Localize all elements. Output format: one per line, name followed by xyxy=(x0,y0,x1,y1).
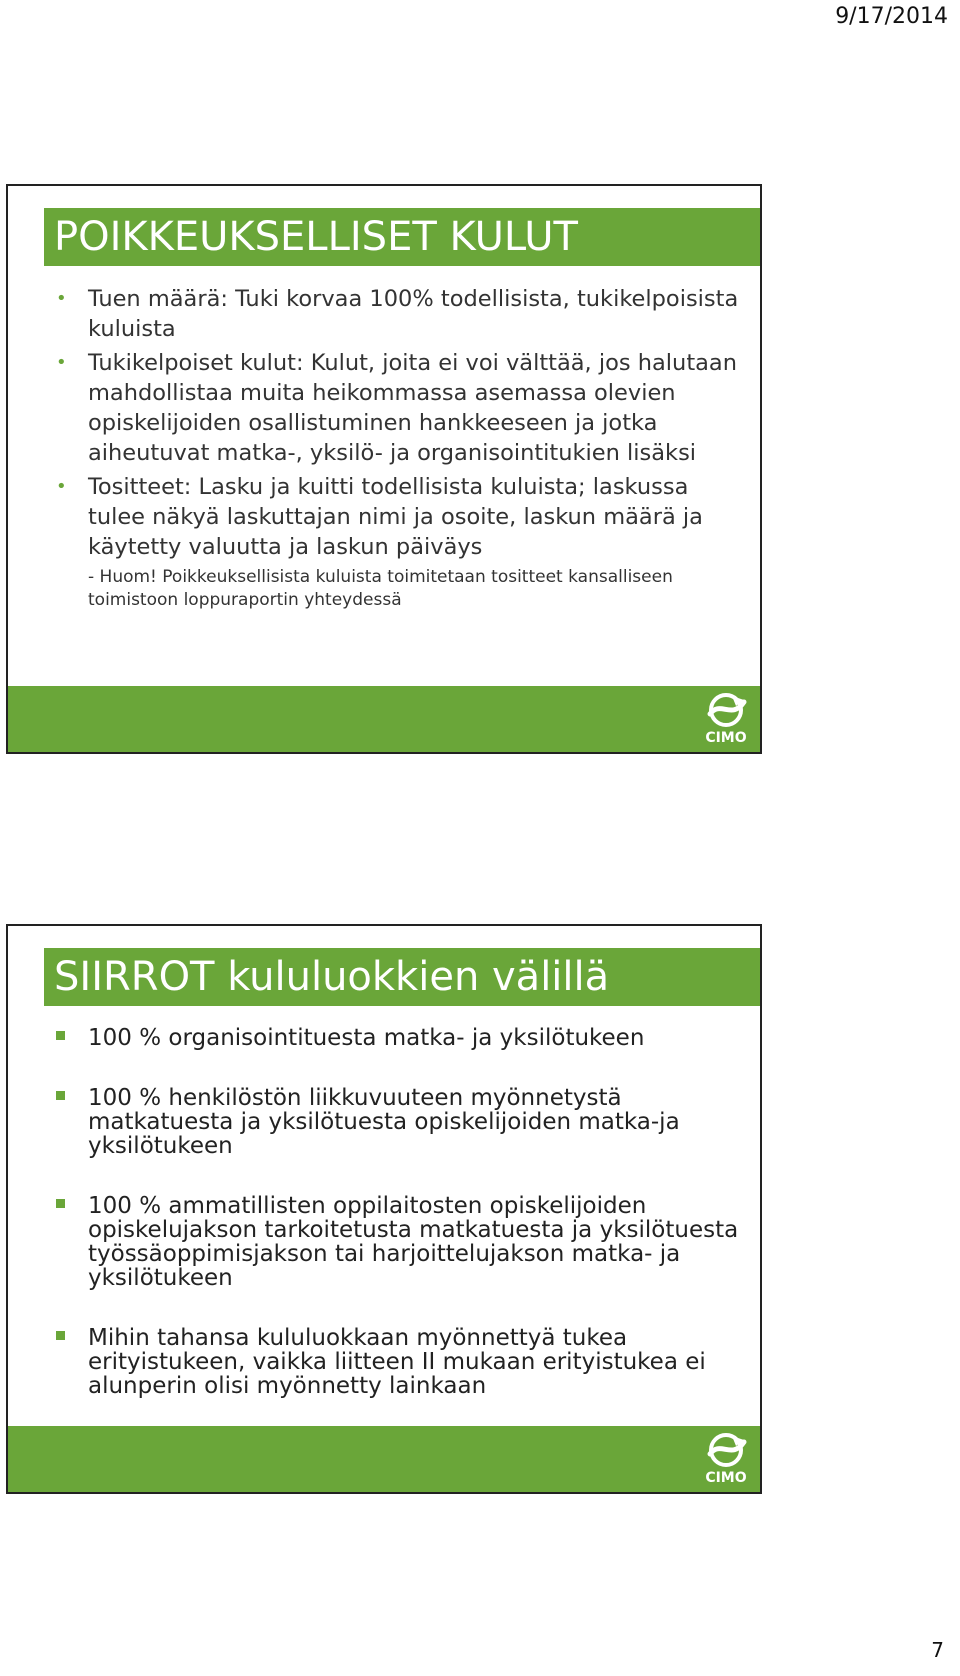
cimo-logo-icon xyxy=(702,690,750,746)
slide-siirrot xyxy=(6,924,762,1494)
bullet-text: Mihin tahansa kululuokkaan myönnettyä tukea erityistukeen, vaikka liitteen II mukaan erityistukea ei alunperin olisi myönnetty lainkaan xyxy=(88,1325,706,1399)
bullet-dot-icon: • xyxy=(56,352,67,373)
square-bullet-icon xyxy=(56,1331,65,1340)
bullet-text: 100 % henkilöstön liikkuvuuteen myönnetystä matkatuesta ja yksilötuesta opiskelijoiden matka-ja yksilötukeen xyxy=(88,1085,680,1159)
square-bullet-icon xyxy=(56,1031,65,1040)
list-item xyxy=(50,1086,740,1158)
cimo-logo-icon xyxy=(702,1430,750,1486)
slide-poikkeukselliset-kulut xyxy=(6,184,762,754)
list-item xyxy=(50,284,740,344)
bullet-text: 100 % organisointituesta matka- ja yksilötukeen xyxy=(88,1025,645,1051)
logo-text: CIMO xyxy=(705,730,747,746)
slide-title: POIKKEUKSELLISET KULUT xyxy=(44,208,760,266)
note-text: - Huom! Poikkeuksellisista kuluista toimitetaan tositteet kansalliseen toimistoon loppuraportin yhteydessä xyxy=(88,567,673,610)
list-item xyxy=(50,1194,740,1290)
logo-text: CIMO xyxy=(705,1470,747,1486)
square-bullet-icon xyxy=(56,1199,65,1208)
list-item xyxy=(50,1026,740,1050)
bullet-text: 100 % ammatillisten oppilaitosten opiskelijoiden opiskelujakson tarkoitetusta matkatuesta ja yksilötuesta työssäoppimisjakson tai harjoittelujakson matka- ja yksilötukeen xyxy=(88,1193,739,1291)
page-number: 7 xyxy=(931,1638,944,1662)
bullet-text: Tukikelpoiset kulut: Kulut, joita ei voi välttää, jos halutaan mahdollistaa muita heikommassa asemassa olevien opiskelijoiden osallistuminen hankkeeseen ja jotka aiheutuvat matka-, yksilö- ja organisointitukien lisäksi xyxy=(88,350,737,466)
header-date: 9/17/2014 xyxy=(835,4,948,29)
bullet-text: Tositteet: Lasku ja kuitti todellisista kuluista; laskussa tulee näkyä laskuttajan nimi ja osoite, laskun määrä ja käytetty valuutta ja laskun päiväys xyxy=(88,474,703,560)
bullet-text: Tuen määrä: Tuki korvaa 100% todellisista, tukikelpoisista kuluista xyxy=(88,286,739,342)
slide-footer-bar xyxy=(8,1426,760,1492)
list-item xyxy=(50,1326,740,1398)
slide-content xyxy=(50,284,740,612)
bullet-dot-icon: • xyxy=(56,476,67,497)
bullet-list xyxy=(50,1026,740,1398)
list-item xyxy=(50,348,740,468)
bullet-list xyxy=(50,284,740,562)
slide-title: SIIRROT kululuokkien välillä xyxy=(44,948,760,1006)
slide-content xyxy=(50,1026,740,1434)
square-bullet-icon xyxy=(56,1091,65,1100)
slide-footer-bar xyxy=(8,686,760,752)
list-item xyxy=(50,472,740,562)
bullet-dot-icon: • xyxy=(56,288,67,309)
